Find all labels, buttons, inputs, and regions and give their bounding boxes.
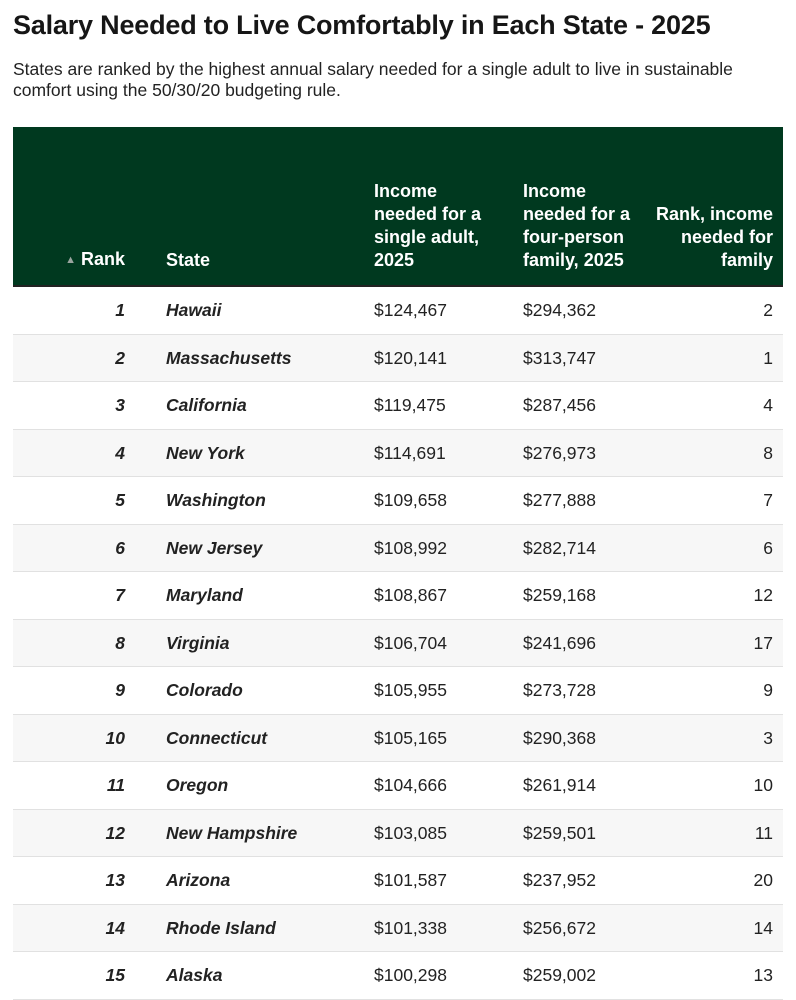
table-row	[13, 762, 783, 810]
cell-family-rank: 6	[763, 537, 773, 558]
cell-family-income: $273,728	[523, 680, 596, 700]
cell-state: New York	[166, 442, 245, 463]
cell-single-income: $124,467	[374, 300, 447, 320]
cell-single-income: $101,338	[374, 917, 447, 938]
table-header	[13, 127, 783, 287]
cell-rank: 7	[115, 585, 125, 605]
cell-single-income: $103,085	[374, 822, 447, 843]
cell-single-income: $100,298	[374, 965, 447, 985]
cell-family-income: $287,456	[523, 395, 596, 415]
cell-family-income: $313,747	[523, 347, 596, 368]
table-row	[13, 572, 783, 620]
cell-family-income: $261,914	[523, 775, 596, 795]
cell-rank: 2	[115, 347, 125, 368]
column-header-family-income[interactable]: Income needed for a four-person family, 2025	[523, 181, 631, 270]
table-row	[13, 430, 783, 478]
cell-family-income: $259,501	[523, 822, 596, 843]
cell-state: Rhode Island	[166, 917, 276, 938]
cell-family-rank: 1	[763, 347, 773, 368]
cell-family-rank: 13	[753, 965, 773, 985]
cell-state: Colorado	[166, 680, 243, 700]
table-row	[13, 857, 783, 905]
table-row	[13, 952, 783, 1000]
cell-family-income: $259,002	[523, 965, 596, 985]
sort-ascending-icon: ▲	[65, 254, 76, 266]
cell-family-rank: 14	[753, 917, 773, 938]
cell-rank: 10	[105, 727, 125, 748]
cell-state: Connecticut	[166, 727, 268, 748]
cell-rank: 9	[115, 680, 125, 700]
cell-family-rank: 7	[763, 490, 773, 510]
cell-single-income: $109,658	[374, 490, 447, 510]
cell-family-rank: 10	[753, 775, 773, 795]
column-header-family-rank[interactable]: Rank, income needed for family	[655, 204, 773, 270]
cell-family-income: $256,672	[523, 917, 596, 938]
table-row	[13, 810, 783, 858]
cell-single-income: $104,666	[374, 775, 447, 795]
column-header-rank-label: Rank	[80, 249, 125, 269]
cell-family-income: $259,168	[523, 585, 596, 605]
cell-family-income: $276,973	[523, 442, 596, 463]
cell-family-rank: 2	[763, 300, 773, 320]
table-row	[13, 382, 783, 430]
table-row	[13, 477, 783, 525]
cell-state: New Hampshire	[166, 822, 298, 843]
cell-family-income: $237,952	[523, 870, 596, 890]
cell-rank: 14	[105, 917, 125, 938]
cell-state: Virginia	[166, 632, 230, 653]
cell-state: Arizona	[166, 870, 231, 890]
cell-family-rank: 4	[763, 395, 773, 415]
cell-state: Washington	[166, 490, 266, 510]
table-row	[13, 525, 783, 573]
cell-family-rank: 9	[763, 680, 773, 700]
cell-rank: 5	[115, 490, 125, 510]
cell-single-income: $119,475	[374, 395, 446, 415]
cell-state: Hawaii	[166, 300, 222, 320]
cell-family-rank: 3	[763, 727, 773, 748]
cell-single-income: $108,867	[374, 585, 447, 605]
cell-rank: 4	[115, 442, 125, 463]
cell-family-income: $282,714	[523, 537, 596, 558]
table-row	[13, 905, 783, 953]
cell-single-income: $106,704	[374, 632, 447, 653]
cell-state: Massachusetts	[166, 347, 292, 368]
cell-single-income: $105,955	[374, 680, 447, 700]
cell-state: Maryland	[166, 585, 243, 605]
cell-single-income: $105,165	[374, 727, 447, 748]
salary-table	[13, 127, 783, 1000]
cell-state: Oregon	[166, 775, 229, 795]
chart-title: Salary Needed to Live Comfortably in Each State - 2025	[13, 10, 711, 40]
cell-family-income: $290,368	[523, 727, 596, 748]
cell-family-rank: 11	[754, 822, 773, 843]
cell-family-income: $241,696	[523, 632, 596, 653]
cell-state: New Jersey	[166, 537, 263, 558]
cell-family-income: $277,888	[523, 490, 596, 510]
cell-rank: 6	[115, 537, 125, 558]
table-body	[13, 287, 783, 1000]
cell-family-rank: 8	[763, 442, 773, 463]
column-header-rank[interactable]	[13, 248, 125, 272]
cell-single-income: $101,587	[374, 870, 447, 890]
chart-subtitle: States are ranked by the highest annual salary needed for a single adult to live in sustainable comfort using the 50/30/20 budgeting rule.	[13, 59, 733, 100]
cell-family-rank: 12	[753, 585, 773, 605]
cell-rank: 13	[105, 870, 125, 890]
cell-state: California	[166, 395, 247, 415]
cell-state: Alaska	[166, 965, 223, 985]
column-header-state[interactable]: State	[166, 250, 211, 270]
cell-rank: 12	[105, 822, 125, 843]
cell-rank: 1	[115, 300, 125, 320]
table-row	[13, 620, 783, 668]
cell-family-rank: 17	[753, 632, 773, 653]
cell-rank: 8	[115, 632, 125, 653]
cell-rank: 11	[106, 775, 125, 795]
cell-single-income: $114,691	[374, 442, 446, 463]
column-header-single-income[interactable]: Income needed for a single adult, 2025	[374, 181, 482, 270]
cell-rank: 15	[105, 965, 125, 985]
cell-single-income: $120,141	[374, 347, 447, 368]
cell-family-rank: 20	[753, 870, 773, 890]
table-row	[13, 715, 783, 763]
table-row	[13, 287, 783, 335]
cell-rank: 3	[115, 395, 125, 415]
table-row	[13, 335, 783, 383]
cell-family-income: $294,362	[523, 300, 596, 320]
table-row	[13, 667, 783, 715]
cell-single-income: $108,992	[374, 537, 447, 558]
